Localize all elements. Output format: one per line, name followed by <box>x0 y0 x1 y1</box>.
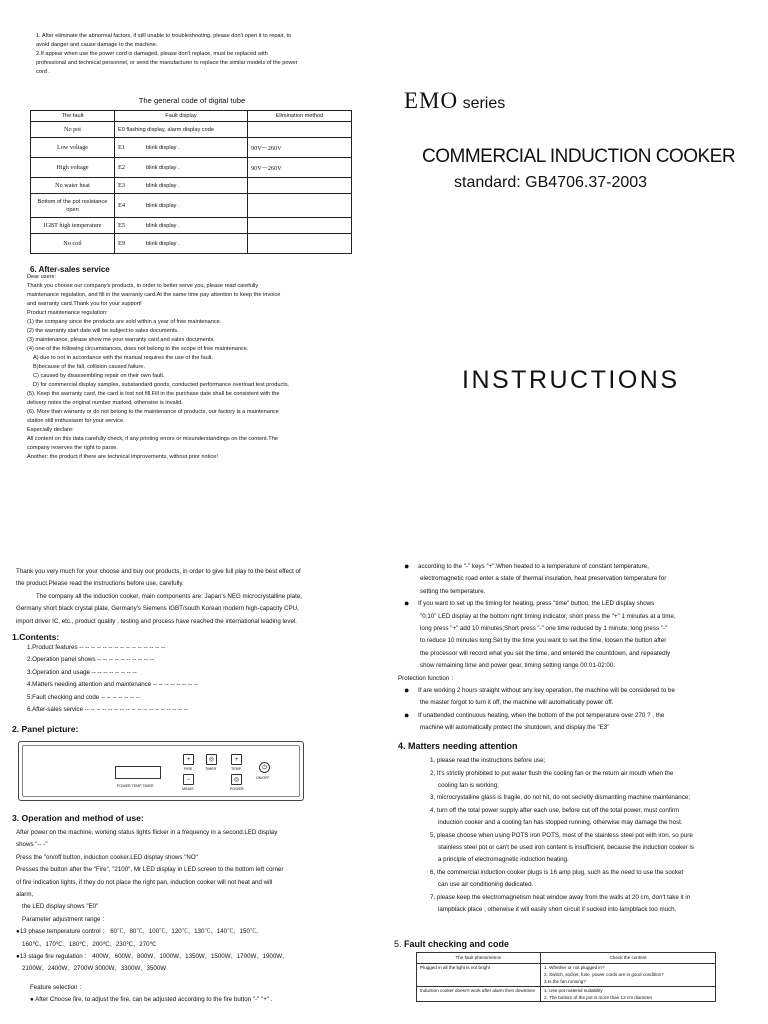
usage-line: setting the temperature. <box>420 587 486 595</box>
aftersales-line: Especially declare: <box>27 427 74 433</box>
matters-line: 7, please keep the electromagnetism heat window away from the walls at 20 cm, don't take it in <box>430 893 691 901</box>
onoff-button-label: ON/OFF <box>256 776 270 780</box>
check-item: 1. Use pot material suitability <box>544 987 603 993</box>
intro-line: 2.If appear when use the power cord is damaged, please don't replace, must be replaced with <box>36 51 268 57</box>
table-row <box>31 158 352 178</box>
fault-check-number: 5. <box>394 939 402 949</box>
operation-line: After power on the machine, working status lights flicker in a frequency in a second.LED display <box>16 829 278 836</box>
usage-line: long press "+" add 10 minutes;Short press "-" one time reduced by 1 minute, long press "-" <box>420 625 668 633</box>
operation-line: of fire indication lights, if they do not place the right pan, induction cooker will not heat and will <box>16 878 273 886</box>
aftersales-line: Dear users: <box>27 274 56 280</box>
aftersales-line: Another: the product if there are technical improvements, without prior notice! <box>27 454 218 460</box>
operation-line: 2100W、2400W、2700W 3000W、3300W、3500W <box>22 965 167 973</box>
table-row <box>31 178 352 194</box>
check-item: 1. Whether or not plugged in? <box>544 965 605 970</box>
fault-display: E0 flashing display, alarm display code <box>115 122 248 138</box>
fault-check-heading <box>394 939 509 949</box>
fault-method <box>248 218 352 234</box>
matters-line: 4, turn off the total power supply after each use, before cut off the total power, must confirm <box>430 806 680 814</box>
intro-line: Germany short black crystal plate, Germany's Siemens IGBT/south Korean modern high-capacity CPU, <box>16 605 299 613</box>
fault-name: Bottom of the pot resistance open <box>31 194 115 218</box>
fault-name: Low voltage <box>31 138 115 158</box>
table-row <box>31 234 352 254</box>
fault-method <box>248 178 352 194</box>
minus-button-icon: − <box>183 774 194 785</box>
table-row <box>31 138 352 158</box>
aftersales-line: (6). More than warranty or do not belong to the maintenance of products, our factory is a maintenance <box>27 409 279 415</box>
fault-display <box>115 178 248 194</box>
fault-display-text: blink display . <box>146 241 180 247</box>
product-title: COMMERCIAL INDUCTION COOKER <box>422 146 736 167</box>
column-header: The fault phenomenon <box>417 953 541 964</box>
timer-button-label: TIMER <box>205 767 217 771</box>
fault-method <box>248 234 352 254</box>
protection-line: the master forgot to turn it off, the machine will automatically power off. <box>420 699 614 707</box>
fault-code-table <box>30 110 352 254</box>
table-row <box>31 122 352 138</box>
column-header: Check the content <box>541 953 716 964</box>
operation-line: ● After Choose fire, to adjust the fire, can be adjusted according to the fire button "-" "+" . <box>30 996 273 1004</box>
power-switch-icon: ⏻ <box>259 762 270 773</box>
check-item: 3.Is the fan running? <box>544 979 586 985</box>
fault-code: E1 <box>118 144 126 151</box>
temp-button-label: TEMP <box>231 767 241 771</box>
fault-display <box>115 138 248 158</box>
operation-line: the LED display shows "E0" <box>22 903 99 911</box>
panel-face <box>22 745 300 797</box>
minus-button-label: MINUS <box>182 787 194 791</box>
matters-line: 1, please read the instructions before use; <box>430 757 546 765</box>
power-button-label: POWER <box>230 787 244 791</box>
fault-display-text: blink display . <box>146 203 180 209</box>
aftersales-line: Thank you choose our company's products, in order to better serve you, please read carefully <box>27 283 259 289</box>
usage-line: "0:10" LED display at the bottom right timing indicator, short press the "+" 1 minutes at a time, <box>420 612 676 620</box>
contents-item[interactable]: 3.Operation and usage -- -- -- -- -- -- -- -- <box>27 668 137 676</box>
intro-line: avoid danger and cause damage to the machine. <box>36 42 158 48</box>
display-indicator-labels: POWER TEMP TIMER <box>117 784 154 788</box>
fault-method <box>248 194 352 218</box>
usage-line: ● If you want to set up the timing for heating, press "time" button, the LED display shows <box>404 598 655 609</box>
matters-line: 3, microcrystalline glass is fragile, do not hit, do not secretly dismantling machine maintenance; <box>430 794 690 802</box>
fault-display <box>115 194 248 218</box>
operation-line: Parameter adjustment range ： <box>22 915 109 923</box>
contents-item[interactable]: 5.Fault checking and code -- -- -- -- -- -- -- <box>27 693 141 701</box>
matters-line: a principle of electromagnetic induction heating. <box>438 856 569 864</box>
column-header: Elimination method <box>248 111 352 122</box>
fault-display-text: blink display . <box>146 223 180 229</box>
contents-item[interactable]: 6.After-sales service -- -- -- -- -- -- -- -- -- -- -- -- -- -- -- -- -- -- <box>27 706 189 714</box>
table-row <box>417 964 716 987</box>
fault-phenomenon: Plugged in all the light is not bright <box>417 964 541 987</box>
table-header-row <box>417 953 716 964</box>
brand-name: EMO <box>404 88 459 113</box>
intro-line: professional and technical personnel, or send the manufacturer to replace the similar models of the power <box>36 60 298 66</box>
operation-line: Press the "on/off button, induction cooker.LED display shows "NO" <box>16 853 198 861</box>
standard-label: standard: GB4706.37-2003 <box>454 174 648 191</box>
fault-name: IGBT high temperature <box>31 218 115 234</box>
fault-code: E4 <box>118 202 126 209</box>
contents-item[interactable]: 4.Matters needing attention and maintenance -- -- -- -- -- -- -- -- <box>27 681 198 689</box>
usage-line: the processor will record what you set the time, and entered the countdown, and repeatedly <box>420 649 671 657</box>
operation-line: ●13 stage fire regulation ： 400W、600W、800W、1000W、1350W、1500W、1700W、1900W、 <box>16 953 289 961</box>
aftersales-line: C) caused by disassembling repair on their own fault. <box>33 373 165 379</box>
usage-line: to reduce 10 minutes long.Set by the time you want to set the time, loosen the button after <box>420 637 667 645</box>
aftersales-heading: 6. After-sales service <box>30 265 110 274</box>
fault-code: E2 <box>118 164 126 171</box>
aftersales-line: (5). Keep the warranty card, the card is lost not fill.Fill in the purchase date shall be consistent with the <box>27 391 280 397</box>
intro-line: Thank you very much for your choose and buy our products, in order to give full play to the best effect of <box>16 568 301 575</box>
table-row <box>31 218 352 234</box>
check-content <box>541 964 716 987</box>
operation-text <box>16 827 368 1007</box>
intro-paragraph <box>16 566 356 628</box>
matters-line: 5, please choose when using POTS iron POTS, most of the stainless steel pot with iron, so pure <box>430 831 693 839</box>
instructions-title: INSTRUCTIONS <box>462 366 680 394</box>
operation-line: shows "-- -" <box>16 841 48 849</box>
intro-line: import driver IC, etc., product quality , testing and process have reached the international leading level. <box>16 617 297 625</box>
protection-line: ● If unattended continuous heating, when the bottom of the pot temperature over 270 ? , the <box>404 709 665 720</box>
aftersales-line: company reserves the right to parse. <box>27 445 118 451</box>
manual-cover-page <box>384 0 768 548</box>
fault-name: No coil <box>31 234 115 254</box>
fault-code: E5 <box>118 222 126 229</box>
matters-line: 2, It's strictly prohibited to put water flush the cooling fan or the return air mouth when the <box>430 769 674 777</box>
fault-code: E3 <box>118 182 126 189</box>
aftersales-line: Product maintenance regulation: <box>27 310 108 316</box>
intro-line: The company all the induction cooker, main components are: Japan's NEG microcrystalline plate, <box>36 592 302 600</box>
operation-line: alarm, <box>16 891 34 899</box>
fire-button-label: FIRE <box>184 767 193 771</box>
protection-line: ● If are working 2 hours straight without any key operation, the machine will be considered to be <box>404 685 675 696</box>
aftersales-line: (4) one of the following circumstances, does not belong to the scope of free maintenance. <box>27 346 249 352</box>
aftersales-line: and warranty card.Thank you for your support! <box>27 301 142 307</box>
fault-phenomenon: Induction cooker doesn't work after alarm then downtime <box>417 986 541 1001</box>
matters-heading: 4. Matters needing attention <box>398 740 518 751</box>
aftersales-line: (2) the warranty start date will be subject to sales documents. <box>27 328 179 334</box>
operation-line: Feature selection ： <box>30 983 86 991</box>
fault-table-title: The general code of digital tube <box>138 96 246 105</box>
usage-text <box>398 561 764 916</box>
matters-line: can use air conditioning dedicated. <box>438 881 534 889</box>
series-title <box>404 88 505 114</box>
aftersales-line: B)because of the fall, collision caused failure. <box>33 364 145 370</box>
fire-button-icon: + <box>183 754 194 765</box>
temp-button-icon: + <box>231 754 242 765</box>
fault-check-title: Fault checking and code <box>404 939 510 949</box>
fault-name: No pot <box>31 122 115 138</box>
fault-name: No water heat <box>31 178 115 194</box>
table-row <box>417 986 716 1001</box>
column-header: The fault <box>31 111 115 122</box>
intro-line: 1. After eliminate the abnormal factors, if still unable to troubleshooting, please don't open it to repair, to <box>36 33 292 39</box>
timer-button-icon: ◎ <box>206 754 217 765</box>
protection-label: Protection function ： <box>398 674 458 682</box>
bullet-icon: ● <box>404 598 410 609</box>
usage-line: electromagnetic road enter a state of thermal insulation, heat preservation temperature for <box>420 575 667 583</box>
aftersales-text <box>27 273 357 462</box>
fault-code: E9 <box>118 240 126 247</box>
table-header-row <box>31 111 352 122</box>
fault-method <box>248 122 352 138</box>
protection-line: machine will automatically protect the shutdown, and display the "E3" <box>420 724 610 732</box>
contents-heading: 1.Contents: <box>12 632 60 642</box>
bullet-icon: ● <box>404 709 410 720</box>
aftersales-line: maintenance regulation, and fill in the warranty card.At the same time pay attention to keep the invoice <box>27 292 281 298</box>
aftersales-line: station still enthusiasm for your service. <box>27 418 125 424</box>
contents-item[interactable]: 1.Product features -- -- -- -- -- -- -- -- -- -- -- -- -- -- -- <box>27 644 166 651</box>
control-panel-illustration <box>18 741 304 801</box>
intro-line: cord . <box>36 69 50 75</box>
fault-display-text: blink display . <box>146 145 180 151</box>
check-content <box>541 986 716 1001</box>
fault-name: High voltage <box>31 158 115 178</box>
intro-notes <box>36 32 356 77</box>
matters-line: cooling fan is working; <box>438 781 499 789</box>
table-of-contents <box>27 642 198 716</box>
aftersales-line: D) for commercial display samples, substandard goods, conducted performance overload test products. <box>33 382 290 388</box>
intro-line: the product.Please read the instructions before use, carefully. <box>16 580 184 588</box>
fault-method: 90V～260V <box>248 158 352 178</box>
manual-page-contents <box>0 548 384 1024</box>
fault-display <box>115 158 248 178</box>
matters-line: stainless steel pot or can't be used iron content is insufficient, because the induction cooker is <box>438 843 694 851</box>
panel-heading: 2. Panel picture: <box>12 724 79 734</box>
bullet-icon: ● <box>404 685 410 696</box>
bullet-icon: ● <box>404 561 410 571</box>
usage-line: show remaining time and power gear, timing setting range 00:01-02:00. <box>420 662 616 670</box>
operation-line: 160℃、170℃、180℃、200℃、230℃、270℃ <box>22 940 157 948</box>
operation-line: Presses the button after the "Fire", "2100", Mr LED display in LED screen to the bottom left corner <box>16 866 284 874</box>
fault-check-table <box>416 952 716 1002</box>
usage-line: ● according to the "-" keys "+".When heated to a temperature of constant temperature, <box>404 561 649 571</box>
aftersales-line: (3) maintenance, please show me your warranty card and sales documents. <box>27 337 215 343</box>
contents-item[interactable]: 2.Operation panel shows -- -- -- -- -- -- -- -- -- -- <box>27 656 154 664</box>
table-row <box>31 194 352 218</box>
aftersales-line: delivery notes the original number marked, otherwise is invalid. <box>27 400 183 406</box>
fault-display-text: blink display . <box>146 165 180 171</box>
operation-line: ●13 phase temperature control ： 60℃、80℃、100℃、120℃、130℃、140℃、150℃、 <box>16 928 263 936</box>
matters-line: 6, the commercial induction cooker plugs is 16 amp plug, such as the need to use the socket <box>430 868 684 876</box>
manual-page-fault-codes <box>0 0 384 548</box>
fault-method: 90V～260V <box>248 138 352 158</box>
operation-heading: 3. Operation and method of use: <box>12 813 144 823</box>
fault-display-text: blink display . <box>146 183 180 189</box>
column-header: Fault display <box>115 111 248 122</box>
led-display <box>115 766 161 779</box>
check-item: 2. The bottom of the pot is more than 12 cm diameter <box>544 994 653 1000</box>
matters-line: induction cooker and a cooling fan has stopped running, otherwise may damage the host. <box>438 819 683 827</box>
aftersales-line: All content on this data carefully check, if any printing errors or misunderstandings on the content.The <box>27 436 278 442</box>
fault-display <box>115 234 248 254</box>
series-label: series <box>462 95 506 112</box>
fault-display <box>115 218 248 234</box>
power-button-icon: ◎ <box>231 774 242 785</box>
check-item: 2. Switch, socket, fuse, power cords are in good condition? <box>544 972 664 978</box>
manual-page-attention <box>384 548 768 1024</box>
matters-line: lampblack place , otherwise it will easily short circuit if sucked into lampblack too much. <box>438 905 677 913</box>
aftersales-line: A) due to not in accordance with the manual requires the use of the fault. <box>33 355 214 361</box>
aftersales-line: (1) the company since the products are sold within a year of free maintenance. <box>27 319 222 325</box>
